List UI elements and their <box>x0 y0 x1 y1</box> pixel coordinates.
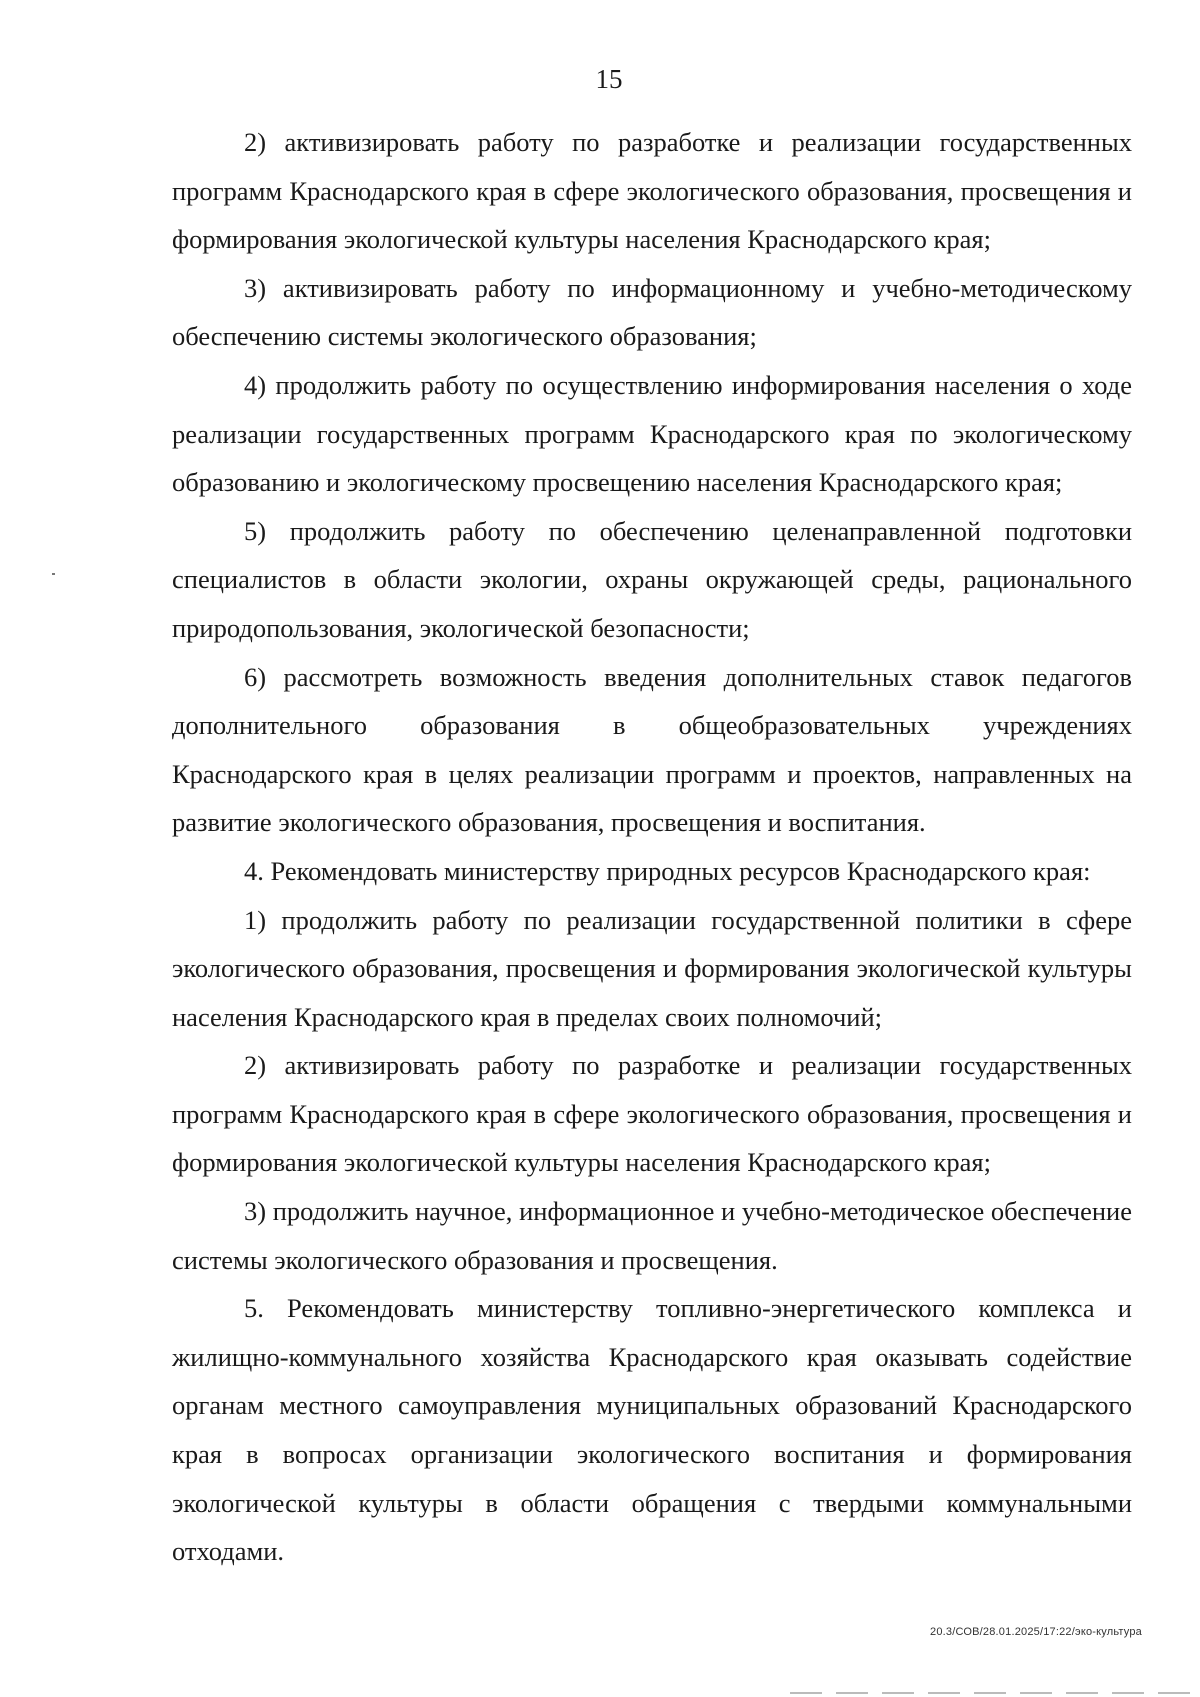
scan-speck <box>52 573 55 575</box>
scan-edge-marks <box>790 1692 1190 1694</box>
paragraph-4-1-state-policy: 1) продолжить работу по реализации государственной политики в сфере экологического образования, просвещения и формирования экологической культуры населения Краснодарского края в пределах своих полномочий; <box>172 904 1132 1032</box>
paragraph-2-programs: 2) активизировать работу по разработке и реализации государственных программ Краснодарского края в сфере экологического образования, просвещения и формирования экологической культуры населения Краснодарского края; <box>172 127 1132 255</box>
paragraph-4-2-programs: 2) активизировать работу по разработке и реализации государственных программ Краснодарского края в сфере экологического образования, просвещения и формирования экологической культуры населения Краснодарского края; <box>172 1050 1132 1178</box>
paragraph-5-specialist-training: 5) продолжить работу по обеспечению целенаправленной подготовки специалистов в области экологии, охраны окружающей среды, рационального природопользования, экологической безопасности; <box>172 515 1132 643</box>
section-5-recommendation: 5. Рекомендовать министерству топливно-энергетического комплекса и жилищно-коммунального хозяйства Краснодарского края оказывать содействие органам местного самоуправления муниципальных образований Краснодарского края в вопросах организации экологического воспитания и формирования экологической культуры в области обращения с твердыми коммунальными отходами. <box>172 1293 1132 1567</box>
section-4-recommendation: 4. Рекомендовать министерству природных ресурсов Краснодарского края: <box>244 855 1091 886</box>
document-body <box>172 118 1132 1576</box>
document-footer-code: 20.3/СОВ/28.01.2025/17:22/эко-культура <box>930 1626 1142 1638</box>
paragraph-4-informing-population: 4) продолжить работу по осуществлению информирования населения о ходе реализации государственных программ Краснодарского края по экологическому образованию и экологическому просвещению населения Краснодарского края; <box>172 369 1132 498</box>
page-number: 15 <box>595 64 623 94</box>
paragraph-3-methodical-support: 3) активизировать работу по информационному и учебно-методическому обеспечению системы экологического образования; <box>172 272 1132 352</box>
paragraph-6-additional-rates: 6) рассмотреть возможность введения дополнительных ставок педагогов дополнительного образования в общеобразовательных учреждениях Краснодарского края в целях реализации программ и проектов, направленных на развитие экологического образования, просвещения и воспитания. <box>172 661 1132 838</box>
paragraph-4-3-scientific-support: 3) продолжить научное, информационное и учебно-методическое обеспечение системы экологического образования и просвещения. <box>172 1196 1132 1275</box>
